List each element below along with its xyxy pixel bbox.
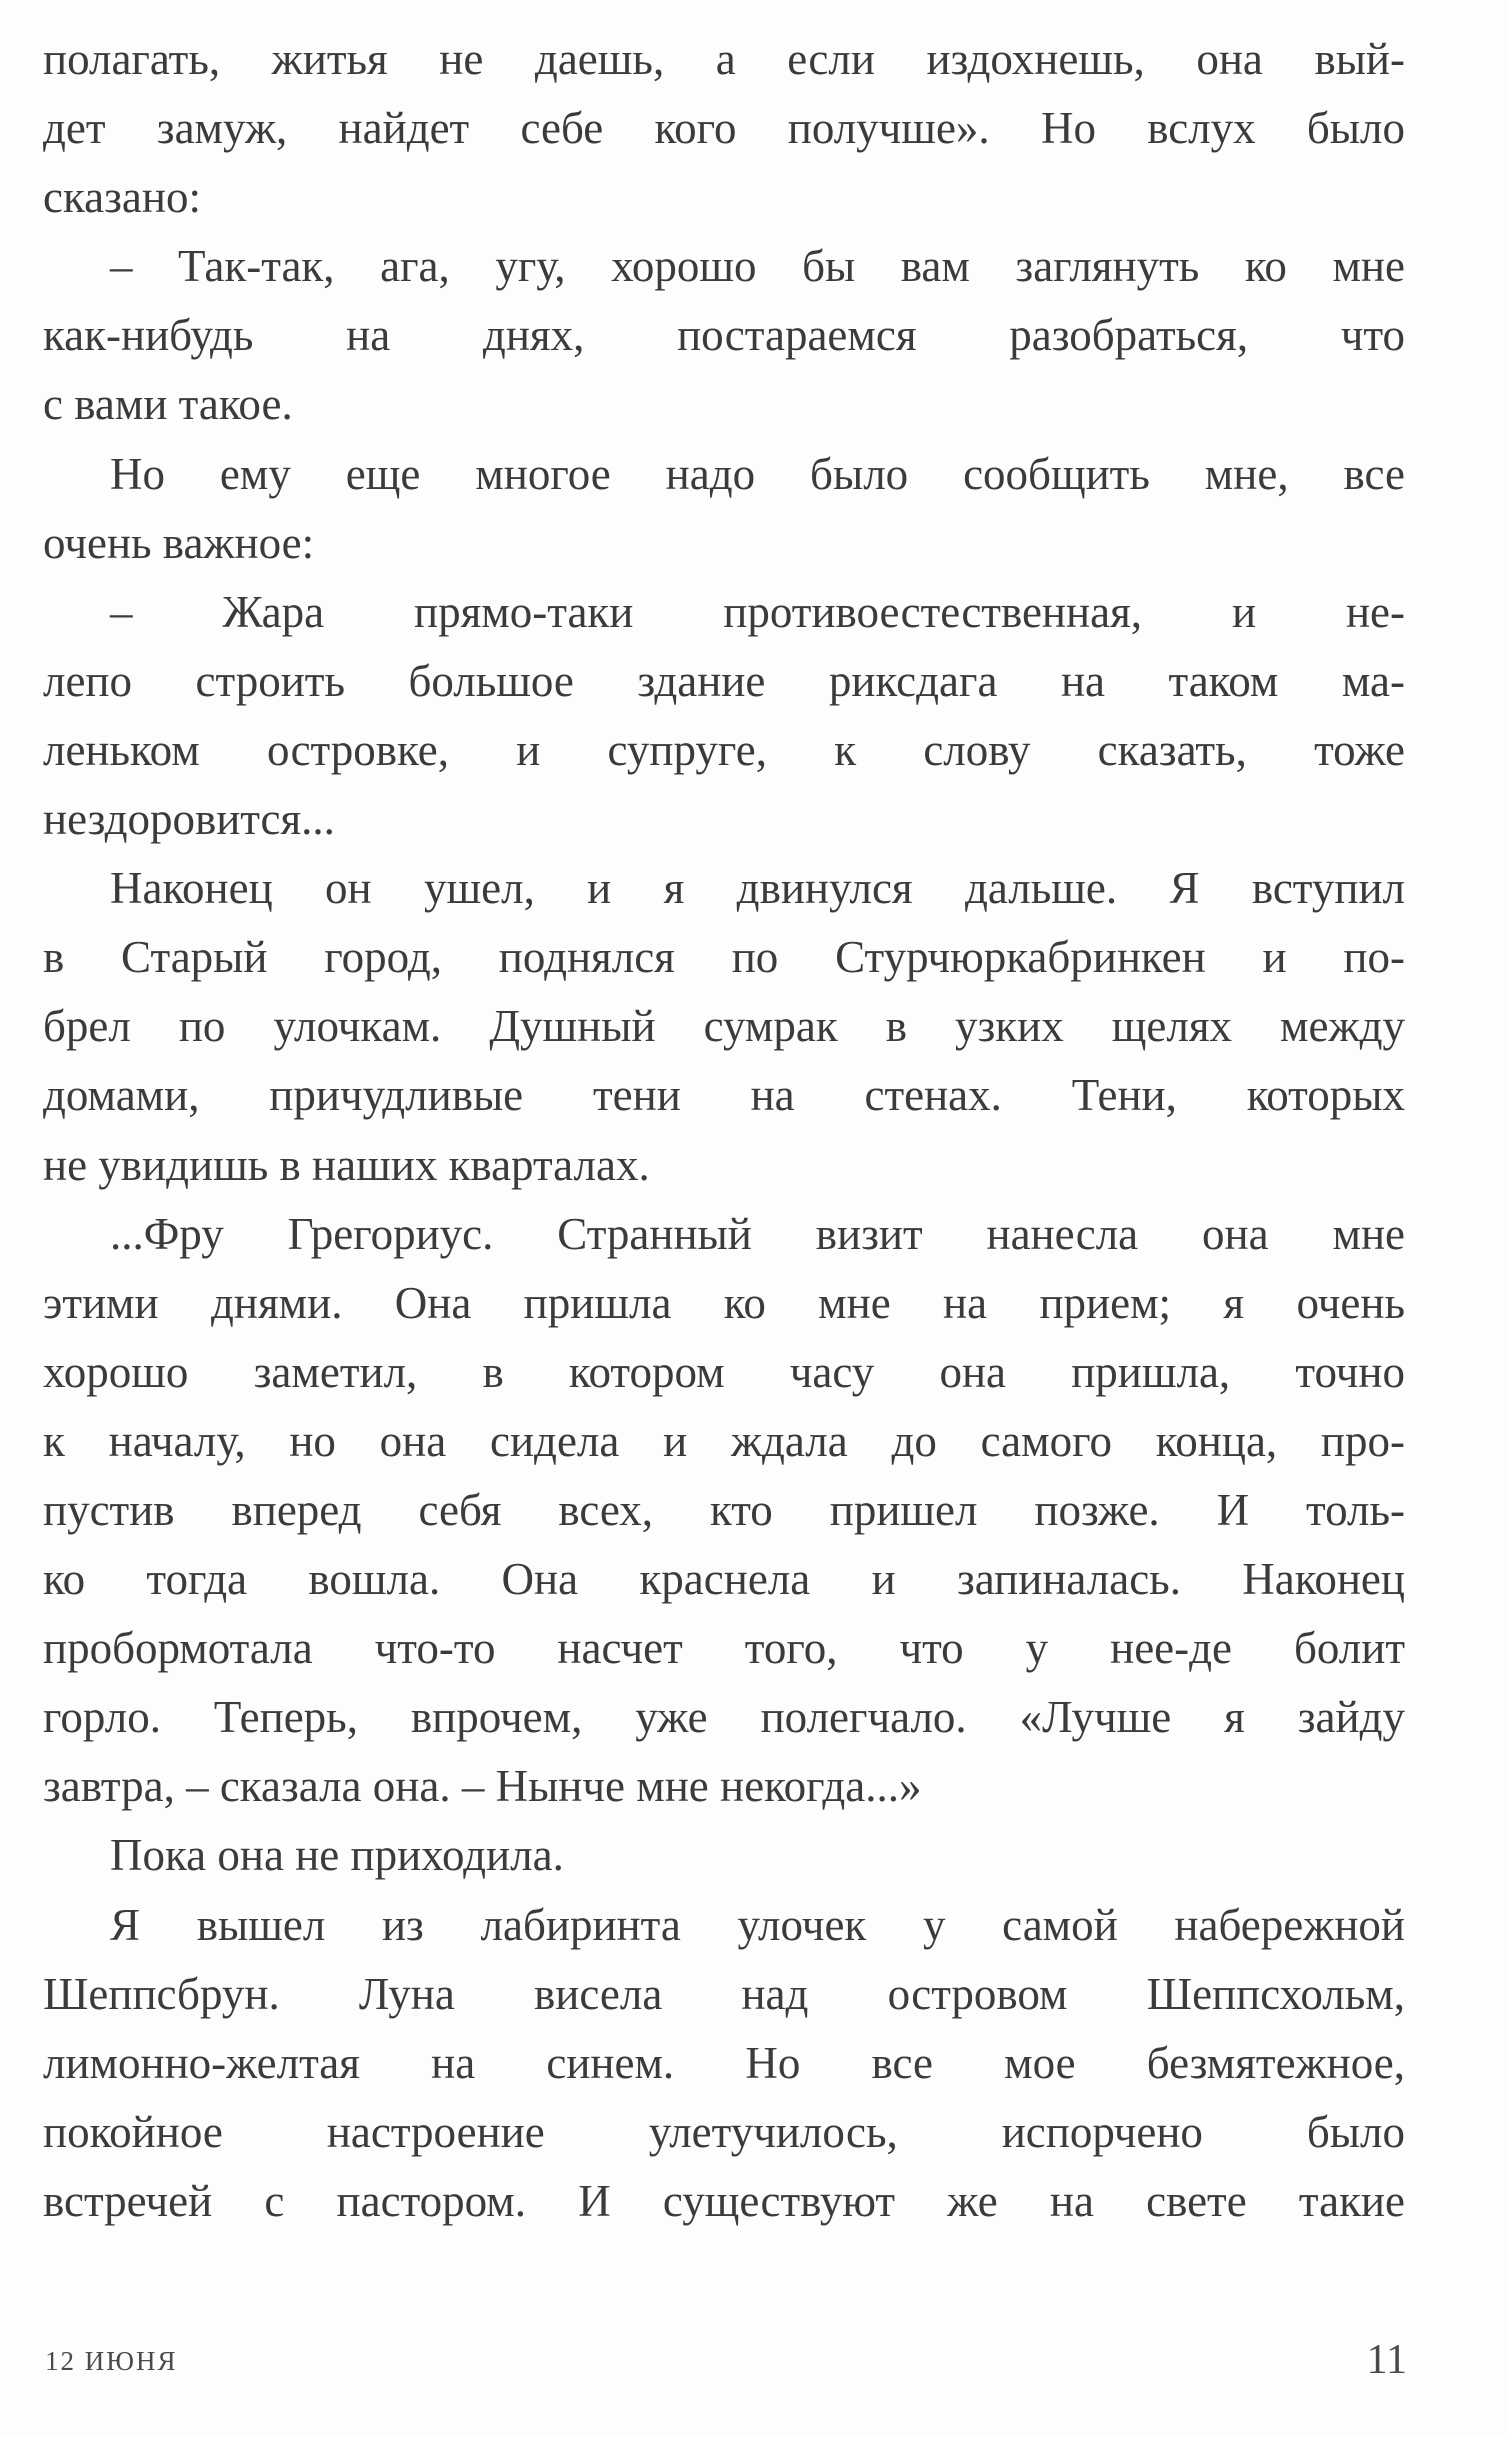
page-number: 11 <box>1366 2337 1407 2383</box>
text-line: в Старый город, поднялся по Стурчюркабринкен и по- <box>43 932 1405 983</box>
text-line: пустив вперед себя всех, кто пришел позже. И толь- <box>43 1484 1405 1535</box>
text-line: полагать, житья не даешь, а если издохнешь, она вый- <box>43 34 1405 84</box>
text-line: домами, причудливые тени на стенах. Тени, которых <box>43 1070 1405 1121</box>
text-line: лепо строить большое здание риксдага на таком ма- <box>43 655 1405 706</box>
text-line: сказано: <box>43 172 201 223</box>
text-line: очень важное: <box>43 517 315 568</box>
text-line: не увидишь в наших кварталах. <box>43 1139 650 1190</box>
text-line: ...Фру Грегориус. Странный визит нанесла она мне <box>110 1208 1405 1259</box>
text-line: – Так-так, ага, угу, хорошо бы вам заглянуть ко мне <box>110 241 1405 292</box>
text-line: Я вышел из лабиринта улочек у самой набережной <box>110 1899 1405 1950</box>
text-line: хорошо заметил, в котором часу она пришла, точно <box>43 1346 1405 1397</box>
text-line: брел по улочкам. Душный сумрак в узких щелях между <box>43 1001 1405 1052</box>
text-line: лимонно-желтая на синем. Но все мое безмятежное, <box>43 2037 1405 2088</box>
text-line: Шеппсбрун. Луна висела над островом Шеппсхольм, <box>43 1968 1405 2019</box>
text-line: как-нибудь на днях, постараемся разобраться, что <box>43 310 1405 361</box>
running-head: 12 ИЮНЯ <box>45 2346 178 2376</box>
text-line: завтра, – сказала она. – Нынче мне некогда...» <box>43 1761 922 1812</box>
text-line: – Жара прямо-таки противоестественная, и не- <box>110 586 1405 637</box>
text-line: Наконец он ушел, и я двинулся дальше. Я вступил <box>110 863 1405 914</box>
text-line: ко тогда вошла. Она краснела и запиналась. Наконец <box>43 1554 1405 1605</box>
text-line: леньком островке, и супруге, к слову сказать, тоже <box>43 724 1405 775</box>
page-footer <box>45 2336 1407 2382</box>
text-line: к началу, но она сидела и ждала до самого конца, про- <box>43 1415 1405 1466</box>
text-line: нездоровится... <box>43 794 335 845</box>
text-line: встречей с пастором. И существуют же на свете такие <box>43 2175 1405 2226</box>
text-line: горло. Теперь, впрочем, уже полегчало. «Лучше я зайду <box>43 1692 1405 1743</box>
text-line: покойное настроение улетучилось, испорчено было <box>43 2106 1405 2157</box>
text-line: Но ему еще многое надо было сообщить мне, все <box>110 448 1405 499</box>
text-line: дет замуж, найдет себе кого получше». Но вслух было <box>43 103 1405 154</box>
text-line: Пока она не приходила. <box>110 1830 564 1881</box>
text-line: с вами такое. <box>43 379 293 430</box>
text-line: этими днями. Она пришла ко мне на прием; я очень <box>43 1277 1405 1328</box>
text-line: пробормотала что-то насчет того, что у нее-де болит <box>43 1623 1405 1674</box>
body-text <box>43 25 1405 2236</box>
